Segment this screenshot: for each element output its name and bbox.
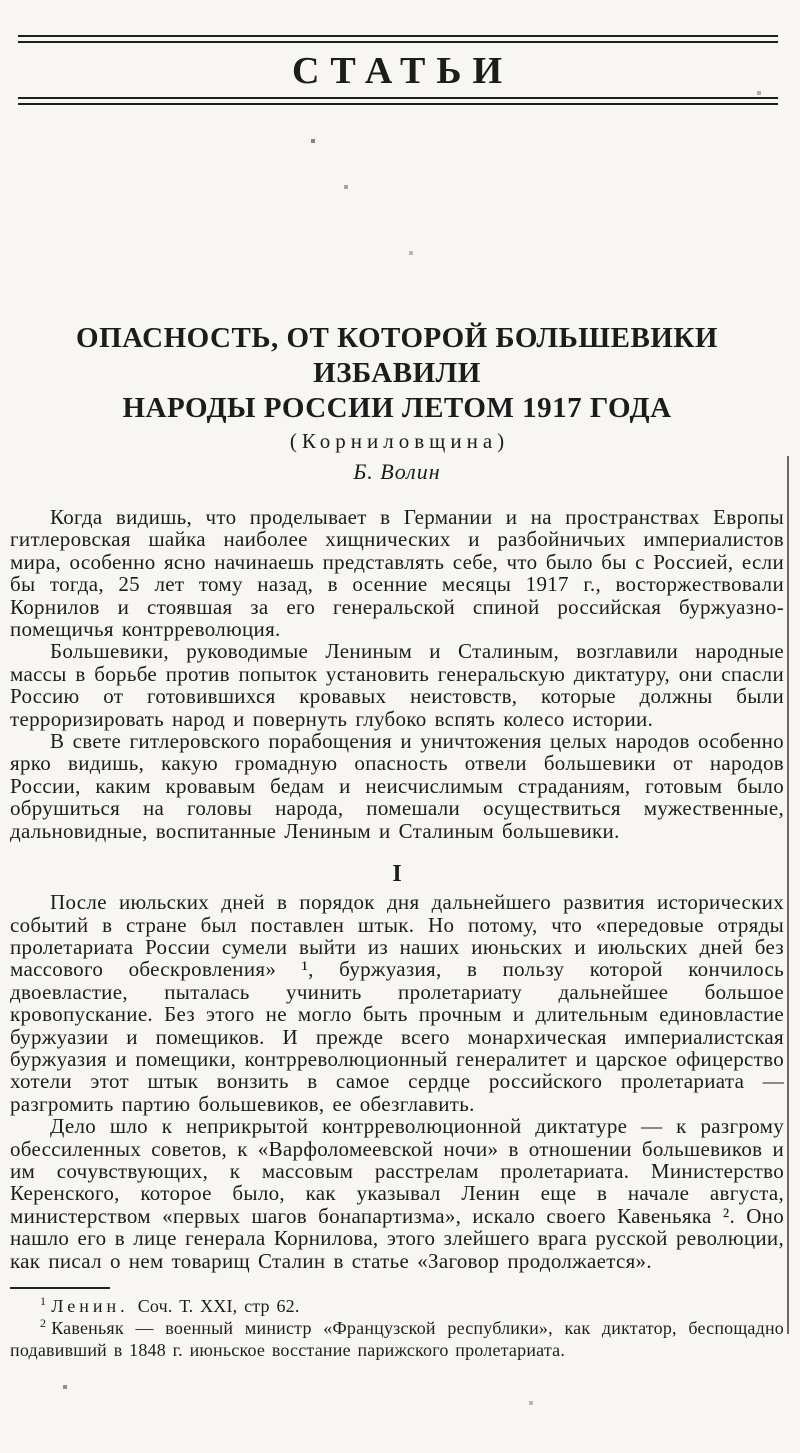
- scan-right-edge-artifact: [787, 456, 789, 1334]
- paragraph-section1-1: После июльских дней в порядок дня дальнейшего развития исторических событий в стране был поставлен штык. Но потому, что «передовые отряды пролетариата России сумели выйти из наших июньских и июльских дней без массового обескровления» ¹, буржуазия, в пользу которой кончилось двоевластие, пыталась учинить пролетариату дальнейшее большое кровопускание. Без этого не могло быть прочным и длительным единовластие буржуазии и помещиков. И прежде всего монархическая империалистская буржуазия и помещики, контрреволюционный генералитет и царское офицерство хотели этот штык вонзить в самое сердце российского пролетариата — разгромить партию большевиков, ее обезглавить.: [10, 890, 784, 1116]
- scan-noise-specks: [0, 0, 2, 2]
- footnote-1-text: Соч. Т. XXI, стр 62.: [137, 1296, 300, 1316]
- section-rubric-title: СТАТЬИ: [291, 50, 514, 92]
- paragraph-section1-2: Дело шло к неприкрытой контрреволюционной диктатуре — к разгрому обессиленных советов, к «Варфоломеевской ночи» в отношении большевиков и им сочувствующих, к массовым расстрелам пролетариата. Министерство Керенского, которое было, как указывал Ленин еще в начале августа, министерством «первых шагов бонапартизма», искало своего Кавеньяка ². Оно нашло его в лице генерала Корнилова, этого злейшего врага русской революции, как писал о нем товарищ Сталин в статье «Заговор продолжается».: [10, 1114, 784, 1273]
- header-double-rule-bottom: [18, 97, 778, 105]
- footnote-divider-rule: [10, 1287, 110, 1289]
- article-heading-block: [10, 321, 784, 485]
- section-numeral: I: [392, 861, 402, 888]
- article-title-line-2: НАРОДЫ РОССИИ ЛЕТОМ 1917 ГОДА: [122, 392, 672, 424]
- article-subtitle: (Корниловщина): [289, 429, 510, 453]
- footnote-2: [10, 1317, 784, 1361]
- footnote-1-author: Ленин.: [51, 1296, 129, 1316]
- footnote-1: [10, 1295, 784, 1317]
- paragraph-intro-3: В свете гитлеровского порабощения и уничтожения целых народов особенно ярко видишь, какую громадную опасность отвели большевики от народов России, каким кровавым бедам и неисчислимым страданиям, готовым было обрушиться на головы народа, помешали осуществиться мужественные, дальновидные, воспитанные Лениным и Сталиным большевики.: [10, 729, 784, 843]
- footnote-1-marker: 1: [40, 1294, 47, 1308]
- page-content: [0, 35, 800, 1361]
- paragraph-intro-1: Когда видишь, что проделывает в Германии и на пространствах Европы гитлеровская шайка наиболее хищнических и разбойничьих империалистов мира, особенно ясно начинаешь представлять себе, что было бы с Россией, если бы тогда, 25 лет тому назад, в осенние месяцы 1917 г., восторжествовали Корнилов и стоявшая за его генеральской спиной российская буржуазно-помещичья контрреволюция.: [10, 505, 784, 642]
- footnote-2-marker: 2: [40, 1316, 47, 1330]
- footnote-2-text: Кавеньяк — военный министр «Французской республики», как диктатор, беспощадно подавивший в 1848 г. июньское восстание парижского пролетариата.: [10, 1318, 784, 1360]
- article-body: [10, 506, 784, 1272]
- article-author: Б. Волин: [353, 459, 441, 484]
- paragraph-intro-2: Большевики, руководимые Лениным и Сталиным, возглавили народные массы в борьбе против попыток установить генеральскую диктатуру, они спасли Россию от готовившихся кровавых неистовств, которые должны были терроризировать народ и повернуть глубоко вспять колесо истории.: [10, 639, 784, 731]
- article-title-line-1: ОПАСНОСТЬ, ОТ КОТОРОЙ БОЛЬШЕВИКИ ИЗБАВИЛИ: [76, 322, 718, 389]
- header-double-rule-top: [18, 35, 778, 43]
